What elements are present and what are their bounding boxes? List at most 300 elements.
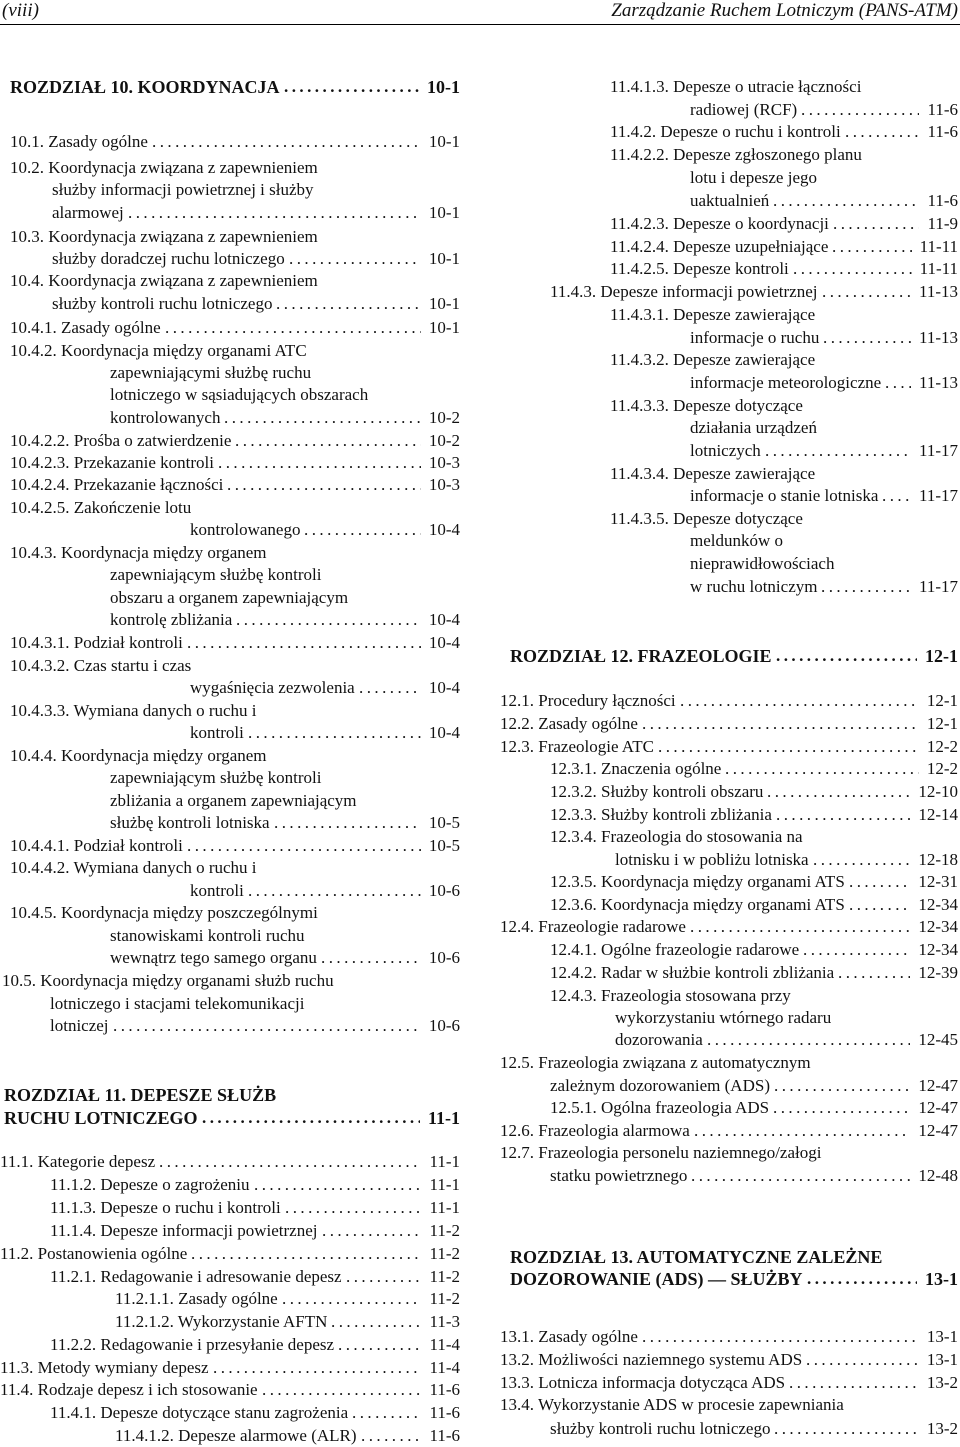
dot-leader (832, 236, 912, 258)
dot-leader (304, 519, 421, 541)
dot-leader (254, 1174, 421, 1196)
entry-title: 10.4.3. Koordynacja między organem (10, 543, 267, 562)
page-ref: 13-2 (926, 1419, 958, 1438)
entry-title: 11.4.2.2. Depesze zgłoszonego planu (610, 145, 862, 164)
dot-leader (845, 121, 919, 143)
toc-entry (500, 1097, 958, 1119)
toc-entry (500, 939, 958, 961)
entry-title: meldunków o (690, 531, 784, 550)
dot-leader (346, 1266, 421, 1288)
dot-leader (359, 677, 421, 699)
page-ref: 12-48 (918, 1166, 958, 1185)
dot-leader (262, 1379, 421, 1401)
toc-entry (0, 1174, 460, 1196)
page-ref: 11-2 (429, 1221, 460, 1240)
dot-leader (322, 1220, 421, 1242)
toc-entry (0, 1402, 460, 1424)
page-ref: 12-34 (918, 940, 958, 959)
chapter-heading (500, 645, 958, 667)
toc-entry (500, 508, 958, 530)
entry-title: 13.3. Lotnicza informacja dotycząca ADS (500, 1373, 786, 1392)
entry-title: 10.4.4.1. Podział kontroli (10, 836, 183, 855)
dot-leader (165, 317, 421, 339)
page-ref: 12-2 (926, 737, 958, 756)
entry-title: lotniczego i stacjami telekomunikacji (50, 994, 305, 1013)
toc-entry (500, 190, 958, 212)
dot-leader (849, 871, 910, 893)
entry-title: 11.2.1.2. Wykorzystanie AFTN (115, 1312, 328, 1331)
toc-entry (500, 576, 958, 598)
toc-entry (500, 144, 958, 166)
page-ref: 10-4 (428, 723, 460, 742)
page-ref: 10-3 (428, 453, 460, 472)
dot-leader (691, 1165, 910, 1187)
page-ref: 13-1 (926, 1327, 958, 1346)
toc-entry (0, 226, 460, 248)
dot-leader (361, 1425, 421, 1447)
entry-title: lotniczych (690, 441, 761, 460)
dot-leader (833, 213, 919, 235)
toc-entry (0, 587, 460, 609)
page-ref: 11-11 (919, 237, 958, 256)
entry-title: 10.4.3.2. Czas startu i czas (10, 656, 192, 675)
entry-title: 11.1. Kategorie depesz (0, 1152, 156, 1171)
toc-entry (500, 1007, 958, 1029)
toc-entry (500, 417, 958, 439)
entry-title: 10.4.2.4. Przekazanie łączności (10, 475, 224, 494)
toc-entry (500, 349, 958, 371)
entry-title: ROZDZIAŁ 10. KOORDYNACJA (10, 77, 280, 97)
entry-title: 11.2.1.1. Zasady ogólne (115, 1289, 278, 1308)
page-ref: 11-17 (918, 441, 958, 460)
entry-title: 12.1. Procedury łączności (500, 691, 676, 710)
dot-leader (823, 327, 911, 349)
entry-title: 10.4.4.2. Wymiana danych o ruchu i (10, 858, 257, 877)
toc-entry (500, 530, 958, 552)
entry-title: 12.5.1. Ogólna frazeologia ADS (550, 1098, 770, 1117)
entry-title: 11.4.2.3. Depesze o koordynacji (610, 214, 829, 233)
toc-entry (0, 1288, 460, 1310)
dot-leader (352, 1402, 421, 1424)
toc-entry-continued (0, 179, 460, 201)
toc-entry (0, 430, 460, 452)
toc-entry (0, 1220, 460, 1242)
toc-entry (0, 1334, 460, 1356)
dot-leader (838, 962, 910, 984)
entry-title: RUCHU LOTNICZEGO (4, 1108, 198, 1128)
dot-leader (849, 894, 910, 916)
entry-title: 10.1. Zasady ogólne (10, 132, 148, 151)
entry-title-continued: służby informacji powietrznej i służby (52, 180, 314, 199)
dot-leader (274, 812, 421, 834)
page-ref: 10-1 (428, 294, 460, 313)
toc-entry (500, 826, 958, 848)
entry-title: w ruchu lotniczym (690, 577, 818, 596)
document-title: Zarządzanie Ruchem Lotniczym (PANS-ATM) (611, 0, 958, 21)
page-ref: 11-6 (429, 1403, 460, 1422)
toc-entry (0, 1357, 460, 1379)
dot-leader (642, 1326, 919, 1348)
page-ref: 10-1 (428, 249, 460, 268)
toc-entry (0, 452, 460, 474)
entry-title: wykorzystaniu wtórnego radaru (615, 1008, 832, 1027)
toc-entry (0, 270, 460, 292)
dot-leader (235, 430, 421, 452)
toc-entry (500, 871, 958, 893)
dot-leader (803, 939, 910, 961)
entry-title: 10.3. Koordynacja związana z zapewnieniem (10, 227, 318, 246)
dot-leader (642, 713, 919, 735)
page-ref: 10-6 (428, 1016, 460, 1035)
page-ref: 11-2 (429, 1244, 460, 1263)
toc-entry (500, 76, 958, 98)
page-ref: 12-34 (918, 895, 958, 914)
toc-entry (500, 372, 958, 394)
page-ref: 12-47 (918, 1098, 958, 1117)
dot-leader (801, 99, 919, 121)
toc-entry (500, 894, 958, 916)
page-ref: 11-6 (927, 100, 958, 119)
dot-leader (806, 1349, 919, 1371)
page-ref: 10-6 (428, 881, 460, 900)
entry-title: 12.5. Frazeologia związana z automatycznym (500, 1053, 811, 1072)
toc-entry (0, 993, 460, 1015)
page-ref: 12-1 (926, 714, 958, 733)
page-ref: 12-47 (918, 1076, 958, 1095)
page-ref: 12-1 (926, 691, 958, 710)
toc-entry (0, 131, 460, 153)
dot-leader (821, 576, 911, 598)
entry-title: lotniczego w sąsiadujących obszarach (110, 385, 369, 404)
page-ref: 11-17 (918, 577, 958, 596)
toc-entry (500, 713, 958, 735)
dot-leader (658, 736, 919, 758)
toc-entry (500, 99, 958, 121)
page-ref: 10-1 (428, 203, 460, 222)
dot-leader (218, 452, 421, 474)
toc-entry (500, 553, 958, 575)
entry-title: 12.2. Zasady ogólne (500, 714, 638, 733)
page-ref: 12-1 (925, 646, 958, 666)
dot-leader (321, 947, 421, 969)
toc-entry (500, 121, 958, 143)
toc-entry (500, 258, 958, 280)
entry-title: zapewniającym służbę kontroli (110, 768, 322, 787)
toc-column-right (500, 0, 960, 1438)
toc-entry (0, 564, 460, 586)
entry-title: działania urządzeń (690, 418, 817, 437)
toc-entry (0, 880, 460, 902)
dot-leader (128, 202, 421, 224)
entry-title: 11.4.2.4. Depesze uzupełniające (610, 237, 829, 256)
dot-leader (776, 804, 910, 826)
toc-entry (0, 700, 460, 722)
dot-leader (882, 485, 911, 507)
page-ref: 11-6 (429, 1426, 460, 1445)
page-ref: 10-3 (428, 475, 460, 494)
toc-entry (0, 519, 460, 541)
entry-title: kontrolę zbliżania (110, 610, 233, 629)
toc-entry (500, 463, 958, 485)
dot-leader (152, 131, 421, 153)
entry-title: uaktualnień (690, 191, 770, 210)
toc-entry (500, 281, 958, 303)
toc-entry (500, 1326, 958, 1348)
toc-entry (500, 1029, 958, 1051)
dot-leader (680, 690, 919, 712)
entry-title: stanowiskami kontroli ruchu (110, 926, 305, 945)
entry-title: 12.3.1. Znaczenia ogólne (550, 759, 722, 778)
toc-entry (0, 790, 460, 812)
dot-leader (789, 1372, 919, 1394)
toc-entry (500, 804, 958, 826)
entry-title: dozorowania (615, 1030, 703, 1049)
page-ref: 11-4 (429, 1358, 460, 1377)
entry-title: 11.4.3.3. Depesze dotyczące (610, 396, 803, 415)
toc-entry (500, 962, 958, 984)
page-ref: 10-4 (428, 610, 460, 629)
entry-title: zapewniającym służbę kontroli (110, 565, 322, 584)
toc-entry (500, 985, 958, 1007)
entry-title: 11.4.3.5. Depesze dotyczące (610, 509, 803, 528)
toc-entry (500, 781, 958, 803)
entry-title: 11.1.2. Depesze o zagrożeniu (50, 1175, 250, 1194)
page-ref: 11-2 (429, 1267, 460, 1286)
page-ref: 11-3 (429, 1312, 460, 1331)
page-ref: 11-6 (927, 122, 958, 141)
entry-title: służby kontroli ruchu lotniczego (550, 1419, 771, 1438)
page-ref: 10-6 (428, 948, 460, 967)
toc-entry (0, 857, 460, 879)
entry-title: służbę kontroli lotniska (110, 813, 270, 832)
dot-leader (213, 1357, 421, 1379)
dot-leader (236, 609, 421, 631)
page-ref: 12-45 (918, 1030, 958, 1049)
entry-title: ROZDZIAŁ 11. DEPESZE SŁUŻB (4, 1085, 277, 1105)
page-number-roman: (viii) (2, 0, 39, 21)
dot-leader (331, 1311, 421, 1333)
toc-entry (0, 202, 460, 224)
page-ref: 12-31 (918, 872, 958, 891)
toc-entry (500, 213, 958, 235)
toc-entry (0, 248, 460, 270)
toc-entry (0, 1266, 460, 1288)
toc-column-left (0, 0, 460, 1445)
entry-title: 11.2.1. Redagowanie i adresowanie depesz (50, 1267, 342, 1286)
chapter-heading (0, 76, 460, 98)
page-ref: 11-1 (429, 1175, 460, 1194)
entry-title: 12.4.2. Radar w służbie kontroli zbliżania (550, 963, 835, 982)
toc-entry (0, 1243, 460, 1265)
entry-title: 10.4. Koordynacja związana z zapewnieniem (10, 271, 318, 290)
page-ref: 11-11 (919, 259, 958, 278)
page-ref: 11-13 (918, 328, 958, 347)
entry-title: 11.2.2. Redagowanie i przesyłanie depesz (50, 1335, 335, 1354)
toc-entry (0, 835, 460, 857)
toc-entry (500, 395, 958, 417)
toc-entry (500, 1418, 958, 1440)
entry-title: zbliżania a organem zapewniającym (110, 791, 357, 810)
entry-title: 11.2. Postanowienia ogólne (0, 1244, 188, 1263)
entry-title: kontroli (190, 723, 244, 742)
entry-title: 11.4.1. Depesze dotyczące stanu zagrożenia (50, 1403, 349, 1422)
toc-entry (500, 849, 958, 871)
dot-leader (289, 248, 421, 270)
dot-leader (248, 722, 421, 744)
page-ref: 13-2 (926, 1373, 958, 1392)
page-ref: 11-13 (918, 373, 958, 392)
toc-entry (0, 1311, 460, 1333)
toc-entry (0, 497, 460, 519)
page-ref: 10-5 (428, 836, 460, 855)
entry-title: obszaru a organem zapewniającym (110, 588, 349, 607)
toc-entry (0, 407, 460, 429)
entry-title: 11.4.3. Depesze informacji powietrznej (550, 282, 818, 301)
toc-entry (0, 677, 460, 699)
page-ref: 10-4 (428, 633, 460, 652)
toc-entry (500, 1075, 958, 1097)
entry-title: informacje o ruchu (690, 328, 820, 347)
dot-leader (224, 407, 421, 429)
dot-leader (774, 1075, 910, 1097)
page-ref: 10-1 (428, 318, 460, 337)
toc-entry (500, 1142, 958, 1164)
entry-title: 10.4.3.1. Podział kontroli (10, 633, 183, 652)
toc-entry (0, 722, 460, 744)
entry-title: 12.3.3. Służby kontroli zbliżania (550, 805, 772, 824)
dot-leader (765, 440, 911, 462)
entry-title: 11.4.3.4. Depesze zawierające (610, 464, 816, 483)
entry-title: 10.4.5. Koordynacja między poszczególnymi (10, 903, 318, 922)
entry-title: 13.1. Zasady ogólne (500, 1327, 638, 1346)
entry-title: 12.6. Frazeologia alarmowa (500, 1121, 690, 1140)
dot-leader (793, 258, 912, 280)
toc-entry (500, 690, 958, 712)
entry-title: lotniczej (50, 1016, 109, 1035)
entry-title: 12.3.6. Koordynacja między organami ATS (550, 895, 845, 914)
toc-entry (500, 1052, 958, 1074)
entry-title: 11.4.3.1. Depesze zawierające (610, 305, 816, 324)
entry-title: ROZDZIAŁ 13. AUTOMATYCZNE ZALEŻNE (510, 1247, 883, 1267)
entry-title: 11.4. Rodzaje depesz i ich stosowanie (0, 1380, 258, 1399)
toc-entry (0, 970, 460, 992)
entry-title: 10.4.2.3. Przekazanie kontroli (10, 453, 214, 472)
dot-leader (813, 849, 910, 871)
dot-leader (284, 76, 419, 98)
toc-entry (500, 327, 958, 349)
entry-title: 10.4.2.2. Prośba o zatwierdzenie (10, 431, 232, 450)
toc-entry (500, 1120, 958, 1142)
dot-leader (191, 1243, 421, 1265)
dot-leader (807, 1268, 917, 1290)
toc-entry (0, 1151, 460, 1173)
toc-entry (500, 916, 958, 938)
entry-title: 13.2. Możliwości naziemnego systemu ADS (500, 1350, 803, 1369)
toc-entry (0, 767, 460, 789)
entry-title: służby kontroli ruchu lotniczego (52, 294, 273, 313)
page-ref: 11-1 (429, 1152, 460, 1171)
page-ref: 11-1 (429, 1198, 460, 1217)
entry-title: kontrolowanego (190, 520, 301, 539)
page-ref: 10-5 (428, 813, 460, 832)
page-ref: 11-9 (927, 214, 958, 233)
dot-leader (187, 632, 421, 654)
page-ref: 12-14 (918, 805, 958, 824)
dot-leader (694, 1120, 910, 1142)
toc-entry (500, 440, 958, 462)
dot-leader (227, 474, 421, 496)
dot-leader (285, 1197, 421, 1219)
page-ref: 10-1 (427, 77, 460, 97)
entry-title: ROZDZIAŁ 12. FRAZEOLOGIE (510, 646, 772, 666)
page-ref: 13-1 (925, 1269, 958, 1289)
page-ref: 11-6 (927, 191, 958, 210)
entry-title: 11.4.1.3. Depesze o utracie łączności (610, 77, 862, 96)
chapter-heading (0, 1107, 460, 1129)
toc-entry (0, 632, 460, 654)
entry-title: 11.4.1.2. Depesze alarmowe (ALR) (115, 1426, 357, 1445)
toc-entry (0, 1015, 460, 1037)
entry-title: 11.4.2.5. Depesze kontroli (610, 259, 789, 278)
toc-entry (0, 362, 460, 384)
page-ref: 10-2 (428, 408, 460, 427)
entry-title: kontrolowanych (110, 408, 221, 427)
entry-title: 11.1.3. Depesze o ruchu i kontroli (50, 1198, 281, 1217)
toc-entry (500, 1372, 958, 1394)
entry-title: 12.4.3. Frazeologia stosowana przy (550, 986, 791, 1005)
page-ref: 12-47 (918, 1121, 958, 1140)
chapter-heading (500, 1268, 958, 1290)
toc-entry (0, 384, 460, 406)
entry-title: 10.4.4. Koordynacja między organem (10, 746, 267, 765)
chapter-heading (500, 1246, 958, 1268)
page-ref: 11-6 (429, 1380, 460, 1399)
dot-leader (725, 758, 919, 780)
dot-leader (338, 1334, 421, 1356)
toc-entry (0, 293, 460, 315)
dot-leader (159, 1151, 421, 1173)
toc-entry (0, 745, 460, 767)
toc-entry (0, 542, 460, 564)
page-ref: 13-1 (926, 1350, 958, 1369)
toc-entry (500, 167, 958, 189)
toc-entry (0, 1197, 460, 1219)
dot-leader (187, 835, 421, 857)
dot-leader (113, 1015, 421, 1037)
entry-title: 11.4.3.2. Depesze zawierające (610, 350, 816, 369)
toc-entry (0, 1425, 460, 1447)
entry-title: 11.4.2. Depesze o ruchu i kontroli (610, 122, 841, 141)
page-ref: 10-2 (428, 431, 460, 450)
toc-entry (500, 758, 958, 780)
entry-title: 12.3.5. Koordynacja między organami ATS (550, 872, 845, 891)
page-ref: 12-2 (926, 759, 958, 778)
entry-title: alarmowej (52, 203, 124, 222)
toc-entry (0, 655, 460, 677)
toc-entry (0, 902, 460, 924)
toc-entry (0, 474, 460, 496)
page-ref: 10-4 (428, 520, 460, 539)
toc-entry (0, 157, 460, 179)
toc-entry (0, 317, 460, 339)
entry-title: 10.4.2. Koordynacja między organami ATC (10, 341, 307, 360)
page-ref: 11-17 (918, 486, 958, 505)
page-ref: 11-13 (918, 282, 958, 301)
entry-title: zapewniającymi służbę ruchu (110, 363, 312, 382)
toc-entry (500, 1165, 958, 1187)
dot-leader (822, 281, 911, 303)
entry-title: 12.3.2. Służby kontroli obszaru (550, 782, 764, 801)
